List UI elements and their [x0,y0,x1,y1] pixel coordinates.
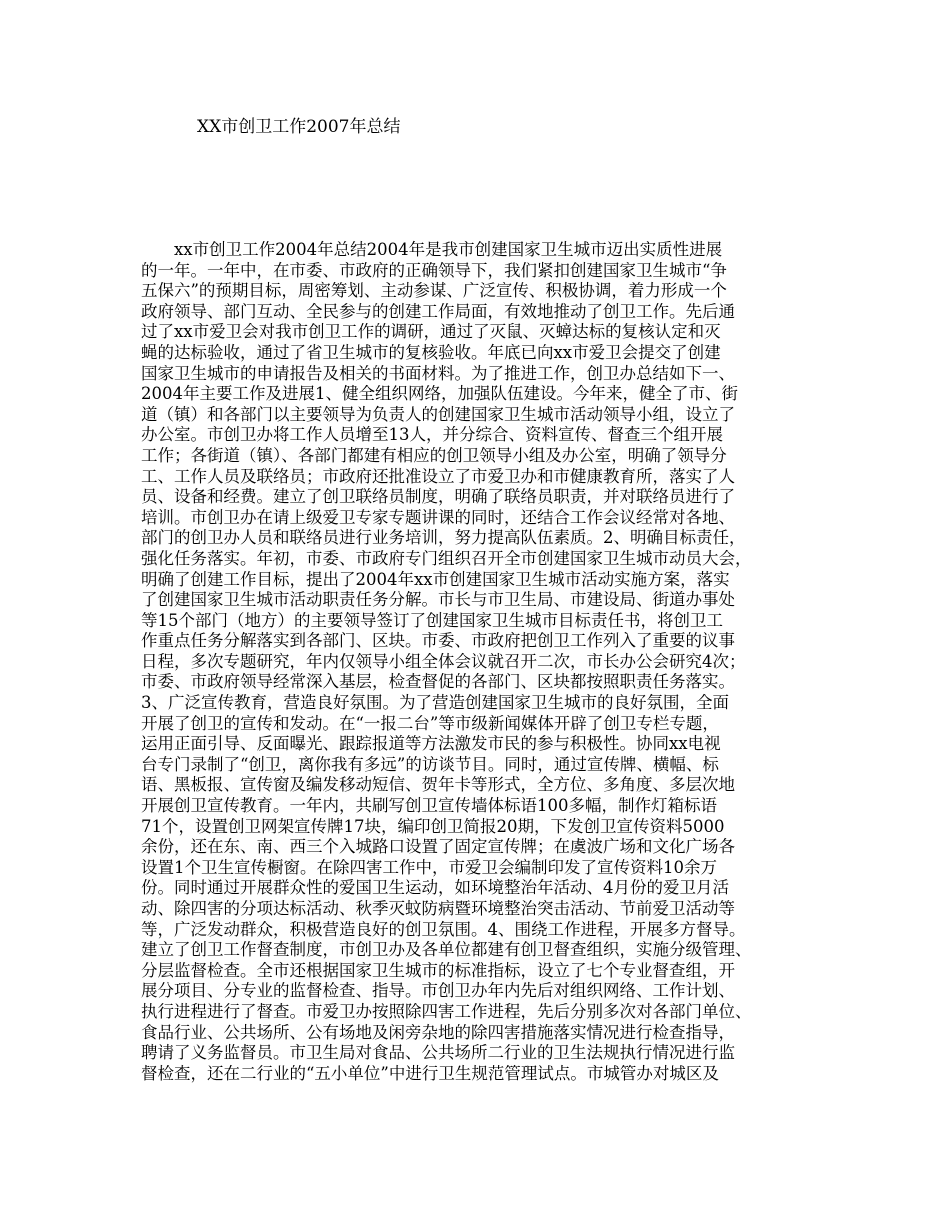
body-line: 设置1个卫生宣传橱窗。在除四害工作中，市爱卫会编制印发了宣传资料10余万 [141,857,717,877]
body-line: 份。同时通过开展群众性的爱国卫生运动，如环境整治年活动、4月份的爱卫月活 [141,878,729,898]
body-line: 展分项目、分专业的监督检查、指导。市创卫办年内先后对组织网络、工作计划、 [141,981,735,1001]
body-line: 台专门录制了“创卫，离你我有多远”的访谈节目。同时，通过宣传牌、横幅、标 [141,754,719,774]
body-line: 等15个部门（地方）的主要领导签订了创建国家卫生城市目标责任书，将创卫工 [141,610,723,630]
body-line: 作重点任务分解落实到各部门、区块。市委、市政府把创卫工作列入了重要的议事 [141,631,735,651]
document-title: XX市创卫工作2007年总结 [197,117,401,137]
body-line: 71个，设置创卫网架宣传牌17块，编印创卫简报20期，下发创卫宣传资料5000 [141,816,725,836]
body-line: 督检查，还在二行业的“五小单位”中进行卫生规范管理试点。市城管办对城区及 [141,1063,719,1083]
body-line: xx市创卫工作2004年总结2004年是我市创建国家卫生城市迈出实质性进展 [141,240,723,259]
body-line: 日程，多次专题研究，年内仅领导小组全体会议就召开二次，市长办公会研究4次； [141,651,746,671]
body-line: 3、广泛宣传教育，营造良好氛围。为了营造创建国家卫生城市的良好氛围，全面 [141,693,729,713]
body-line: 市委、市政府领导经常深入基层，检查督促的各部门、区块都按照职责任务落实。 [141,672,735,692]
body-line: 余份，还在东、南、西三个入城路口设置了固定宣传牌；在虞波广场和文化广场各 [141,837,735,857]
body-line: 过了xx市爱卫会对我市创卫工作的调研，通过了灭鼠、灭蟑达标的复核认定和灭 [141,322,721,342]
body-line: 2004年主要工作及进展1、健全组织网络，加强队伍建设。今年来，健全了市、街 [141,384,738,404]
body-line: 动、除四害的分项达标活动、秋季灭蚊防病暨环境整治突击活动、节前爱卫活动等 [141,899,735,918]
body-line: 执行进程进行了督查。市爱卫办按照除四害工作进程，先后分别多次对各部门单位、 [141,1001,752,1021]
body-line: 工、工作人员及联络员；市政府还批准设立了市爱卫办和市健康教育所，落实了人 [141,466,735,486]
body-line: 食品行业、公共场所、公有场地及闲旁杂地的除四害措施落实情况进行检查指导， [141,1022,735,1042]
body-line: 语、黑板报、宣传窗及编发移动短信、贺年卡等形式，全方位、多角度、多层次地 [141,775,735,795]
body-line: 开展了创卫的宣传和发动。在“一报二台”等市级新闻媒体开辟了创卫专栏专题， [141,713,719,733]
body-line: 培训。市创卫办在请上级爱卫专家专题讲课的同时，还结合工作会议经常对各地、 [141,507,735,527]
body-line: 强化任务落实。年初，市委、市政府专门组织召开全市创建国家卫生城市动员大会， [141,548,752,568]
body-line: 聘请了义务监督员。市卫生局对食品、公共场所二行业的卫生法规执行情况进行监 [141,1043,735,1063]
body-line: 建立了创卫工作督查制度，市创卫办及各单位都建有创卫督查组织，实施分级管理、 [141,940,752,960]
body-line: 员、设备和经费。建立了创卫联络员制度，明确了联络员职责，并对联络员进行了 [141,487,735,507]
document-body [141,240,831,1084]
body-line: 办公室。市创卫办将工作人员增至13人，并分综合、资料宣传、督查三个组开展 [141,425,723,445]
body-line: 政府领导、部门互动、全民参与的创建工作局面，有效地推动了创卫工作。先后通 [141,301,735,321]
body-line: 道（镇）和各部门以主要领导为负责人的创建国家卫生城市活动领导小组，设立了 [141,404,735,424]
body-line: 了创建国家卫生城市活动职责任务分解。市长与市卫生局、市建设局、街道办事处 [141,590,735,610]
body-line: 工作；各街道（镇）、各部门都建有相应的创卫领导小组及办公室，明确了领导分 [141,445,727,465]
body-line: 明确了创建工作目标，提出了2004年xx市创建国家卫生城市活动实施方案，落实 [141,569,730,589]
body-line: 开展创卫宣传教育。一年内，共刷写创卫宣传墙体标语100多幅，制作灯箱标语 [141,796,717,816]
body-line: 等，广泛发动群众，积极营造良好的创卫氛围。4、围绕工作进程，开展多方督导。 [141,919,746,939]
body-line: 分层监督检查。全市还根据国家卫生城市的标准指标，设立了七个专业督查组，开 [141,960,735,980]
body-line: 的一年。一年中，在市委、市政府的正确领导下，我们紧扣创建国家卫生城市“争 [141,260,727,280]
body-line: 运用正面引导、反面曝光、跟踪报道等方法激发市民的参与积极性。协同xx电视 [141,734,721,754]
body-line: 五保六”的预期目标，周密筹划、主动参谋、广泛宣传、积极协调，着力形成一个 [141,281,727,301]
body-line: 国家卫生城市的申请报告及相关的书面材料。为了推进工作，创卫办总结如下一、 [141,363,735,383]
body-line: 蝇的达标验收，通过了省卫生城市的复核验收。年底已向xx市爱卫会提交了创建 [141,342,721,362]
body-line: 部门的创卫办人员和联络员进行业务培训，努力提高队伍素质。2、明确目标责任， [141,528,746,548]
